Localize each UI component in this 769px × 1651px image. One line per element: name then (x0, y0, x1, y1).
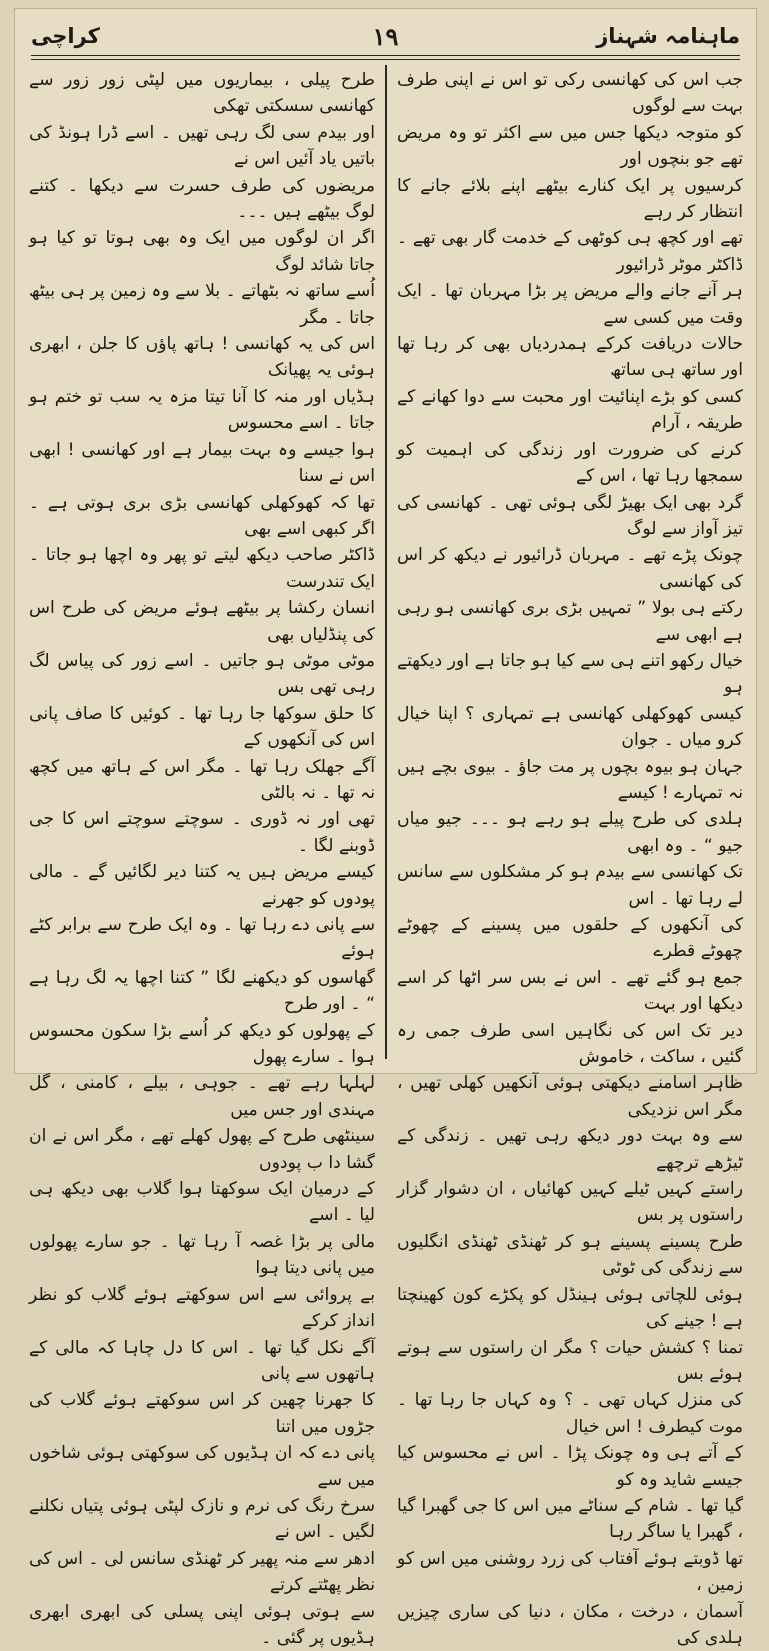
text-line: اگر ان لوگوں میں ایک وہ بھی ہوتا تو کیا ہو جاتا شائد لوگ (29, 228, 375, 275)
text-line: کا جھرنا چھین کر اس سوکھتے ہوئے گلاب کی جڑوں میں اتنا (29, 1390, 375, 1437)
text-line: چونک پڑے تھے ۔ مہربان ڈرائیور نے دیکھ کر اس کی کھانسی (397, 545, 743, 592)
text-line: کی منزل کہاں تھی ۔ ؟ وہ کہاں جا رہا تھا ۔ موت کیطرف ! اس خیال (397, 1390, 743, 1437)
left-text-column (29, 67, 375, 1648)
right-text-column (397, 67, 743, 1648)
text-line: مریضوں کی طرف حسرت سے دیکھا ۔ کتنے لوگ بیٹھے ہیں ۔۔۔ (29, 175, 375, 223)
text-line: ہڈیاں اور منہ کا آنا تیتا مزہ یہ سب تو ختم ہو جاتا ۔ اسے محسوس (29, 386, 375, 434)
text-line: اس کی یہ کھانسی ! ہاتھ پاؤں کا جلن ، ابھری ہوئی یہ پھیانک (29, 334, 375, 381)
text-line: تھا ڈوبتے ہوئے آفتاب کی زرد روشنی میں اس کو زمین ، (397, 1548, 743, 1596)
header-rule-top (31, 55, 740, 56)
text-line: ہوا جیسے وہ بہت بیمار ہے اور کھانسی ! ابھی اس نے سنا (29, 439, 375, 487)
city-name: کراچی (31, 24, 100, 48)
text-line: لہلہا رہے تھے ۔ جوہی ، بیلے ، کامنی ، گل مہندی اور جس میں (29, 1073, 375, 1120)
text-line: تھا کہ کھوکھلی کھانسی بڑی بری ہوتی ہے ۔ اگر کبھی اسے بھی (29, 492, 375, 539)
text-line: کرسیوں پر ایک کنارے بیٹھے اپنے بلائے جانے کا انتظار کر رہے (397, 175, 743, 223)
page-number: ۱۹ (372, 21, 399, 51)
left-column-text (29, 67, 375, 1651)
text-line: کیسی کھوکھلی کھانسی ہے تمہاری ؟ اپنا خیال کرو میاں ۔ جوان (397, 703, 743, 751)
text-line: سینٹھی طرح کے پھول کھلے تھے ، مگر اس نے ان گشا دا ب پودوں (29, 1126, 375, 1173)
text-line: کے درمیان ایک سوکھتا ہوا گلاب بھی دیکھ ہی لیا ۔ اسے (29, 1179, 375, 1226)
text-line: پانی دے کہ ان ہڈیوں کی سوکھتی ہوئی شاخوں میں سے (29, 1443, 375, 1490)
text-line: تھے اور کچھ ہی کوٹھی کے خدمت گار بھی تھے ۔ ڈاکٹر موٹر ڈرائیور (397, 228, 743, 275)
text-line: سرخ رنگ کی نرم و نازک لپٹی ہوئی پتیاں نکلنے لگیں ۔ اس نے (29, 1495, 375, 1543)
text-line: ہوئی للچاتی ہوئی ہینڈل کو پکڑے کون کھینچتا ہے ! جینے کی (397, 1284, 743, 1332)
text-line: کرنے کی ضرورت اور زندگی کی اہمیت کو سمجھا رہا تھا ، اس کے (397, 439, 743, 487)
header-rule-bottom (31, 59, 740, 60)
text-line: اور بیدم سی لگ رہی تھیں ۔ اسے ڈرا ہونڈ کی باتیں یاد آئیں اس نے (29, 122, 375, 170)
text-line: طرح پیلی ، بیماریوں میں لپٹی زور زور سے کھانسی سسکتی تھکی (29, 70, 375, 117)
text-line: تمنا ؟ کشش حیات ؟ مگر ان راستوں سے ہوتے ہوئے بس (397, 1337, 743, 1384)
text-line: کے آتے ہی وہ چونک پڑا ۔ اس نے محسوس کیا جیسے شاید وہ کو (397, 1443, 743, 1490)
text-line: موٹی موٹی ہو جاتیں ۔ اسے زور کی پیاس لگ رہی تھی بس (29, 650, 375, 698)
text-line: طرح پسینے پسینے ہو کر ٹھنڈی ٹھنڈی انگلیوں سے زندگی کی ٹوٹی (397, 1231, 743, 1279)
text-line: دیر تک اس کی نگاہیں اسی طرف جمی رہ گئیں ، ساکت ، خاموش (397, 1020, 743, 1068)
text-line: کے پھولوں کو دیکھ کر اُسے بڑا سکون محسوس ہوا ۔ سارے پھول (29, 1020, 375, 1068)
text-line: اُسے ساتھ نہ بٹھاتے ۔ بلا سے وہ زمین پر ہی بیٹھ جاتا ۔ مگر (29, 281, 375, 328)
text-line: سے پانی دے رہا تھا ۔ وہ ایک طرح سے برابر کٹے ہوئے (29, 915, 375, 962)
text-line: گھاسوں کو دیکھنے لگا ” کتنا اچھا یہ لگ رہا ہے “ ۔ اور طرح (29, 967, 375, 1015)
text-line: ادھر سے منہ پھیر کر ٹھنڈی سانس لی ۔ اس کی نظر پھٹتے کرتے (29, 1548, 375, 1596)
text-line: جہان ہو بیوہ بچوں پر مت جاؤ ۔ بیوی بچے ہیں نہ تمہارے ! کیسے (397, 756, 743, 803)
text-line: کیسے مریض ہیں یہ کتنا دیر لگائیں گے ۔ مالی پودوں کو جھرنے (29, 862, 375, 909)
page-header (31, 19, 740, 53)
text-line: مالی پر بڑا غصہ آ رہا تھا ۔ جو سارے پھولوں میں پانی دیتا ہوا (29, 1231, 375, 1279)
text-line: راستے کہیں ٹیلے کہیں کھائیاں ، ان دشوار گزار راستوں پر بس (397, 1179, 743, 1226)
magazine-title: ماہنامہ شہناز (596, 24, 740, 48)
text-line: انسان رکشا پر بیٹھے ہوئے مریض کی طرح اس کی پنڈلیاں بھی (29, 598, 375, 645)
text-line: تک کھانسی سے بیدم ہو کر مشکلوں سے سانس لے رہا تھا ۔ اس (397, 862, 743, 909)
column-divider (385, 65, 387, 1059)
text-line: رکتے ہی بولا ” تمہیں بڑی بری کھانسی ہو رہی ہے ابھی سے (397, 598, 743, 645)
text-line: کو متوجہ دیکھا جس میں سے اکثر تو وہ مریض تھے جو بنچوں اور (397, 122, 743, 170)
text-line: ہلدی کی طرح پیلے ہو رہے ہو ۔۔۔ جیو میاں جیو “ ۔ وہ ابھی (397, 809, 743, 856)
text-line: سے ہوتی ہوئی اپنی پسلی کی ابھری ابھری ہڈیوں پر گئی ۔ (29, 1601, 375, 1648)
magazine-page (14, 8, 757, 1648)
text-line: ہر آنے جانے والے مریض پر بڑا مہربان تھا ۔ ایک وقت میں کسی سے (397, 281, 743, 328)
text-line: آگے نکل گیا تھا ۔ اس کا دل چاہا کہ مالی کے ہاتھوں سے پانی (29, 1337, 375, 1384)
text-line: جب اس کی کھانسی رکی تو اس نے اپنی طرف بہت سے لوگوں (397, 70, 743, 117)
text-line: ڈاکٹر صاحب دیکھ لیتے تو پھر وہ اچھا ہو جاتا ۔ ایک تندرست (29, 545, 375, 592)
text-line: کا حلق سوکھا جا رہا تھا ۔ کوئیں کا صاف پانی اس کی آنکھوں کے (29, 703, 375, 751)
text-line: تھی اور نہ ڈوری ۔ سوچتے سوچتے اس کا جی ڈوبنے لگا ۔ (29, 809, 375, 856)
text-line: خیال رکھو اتنے ہی سے کیا ہو جاتا ہے اور دیکھتے ہو (397, 650, 743, 698)
text-line: گیا تھا ۔ شام کے سناٹے میں اس کا جی گھبرا گیا ، گھبرا یا ساگر رہا (397, 1495, 743, 1543)
text-line: گرد بھی ایک بھیڑ لگی ہوئی تھی ۔ کھانسی کی تیز آواز سے لوگ (397, 492, 743, 539)
text-line: آگے جھلک رہا تھا ۔ مگر اس کے ہاتھ میں کچھ نہ تھا ۔ نہ بالٹی (29, 756, 375, 803)
text-line: بے پروائی سے اس سوکھتے ہوئے گلاب کو نظر انداز کرکے (29, 1284, 375, 1332)
text-line: حالات دریافت کرکے ہمدردیاں بھی کر رہا تھا اور ساتھ ہی ساتھ (397, 334, 743, 381)
text-line: کسی کو بڑے اپنائیت اور محبت سے دوا کھانے کے طریقہ ، آرام (397, 386, 743, 434)
text-line: کی آنکھوں کے حلقوں میں پسینے کے چھوٹے چھوٹے قطرے (397, 915, 743, 962)
text-line: جمع ہو گئے تھے ۔ اس نے بس سر اٹھا کر اسے دیکھا اور بہت (397, 967, 743, 1015)
text-line: ظاہر اسامنے دیکھتی ہوئی آنکھیں کھلی تھیں ، مگر اس نزدیکی (397, 1073, 743, 1120)
text-line: سے وہ بہت دور دیکھ رہی تھیں ۔ زندگی کے ٹیڑھے ترچھے (397, 1126, 743, 1173)
text-line: آسمان ، درخت ، مکان ، دنیا کی ساری چیزیں ہلدی کی (397, 1601, 743, 1648)
right-column-text (397, 67, 743, 1651)
